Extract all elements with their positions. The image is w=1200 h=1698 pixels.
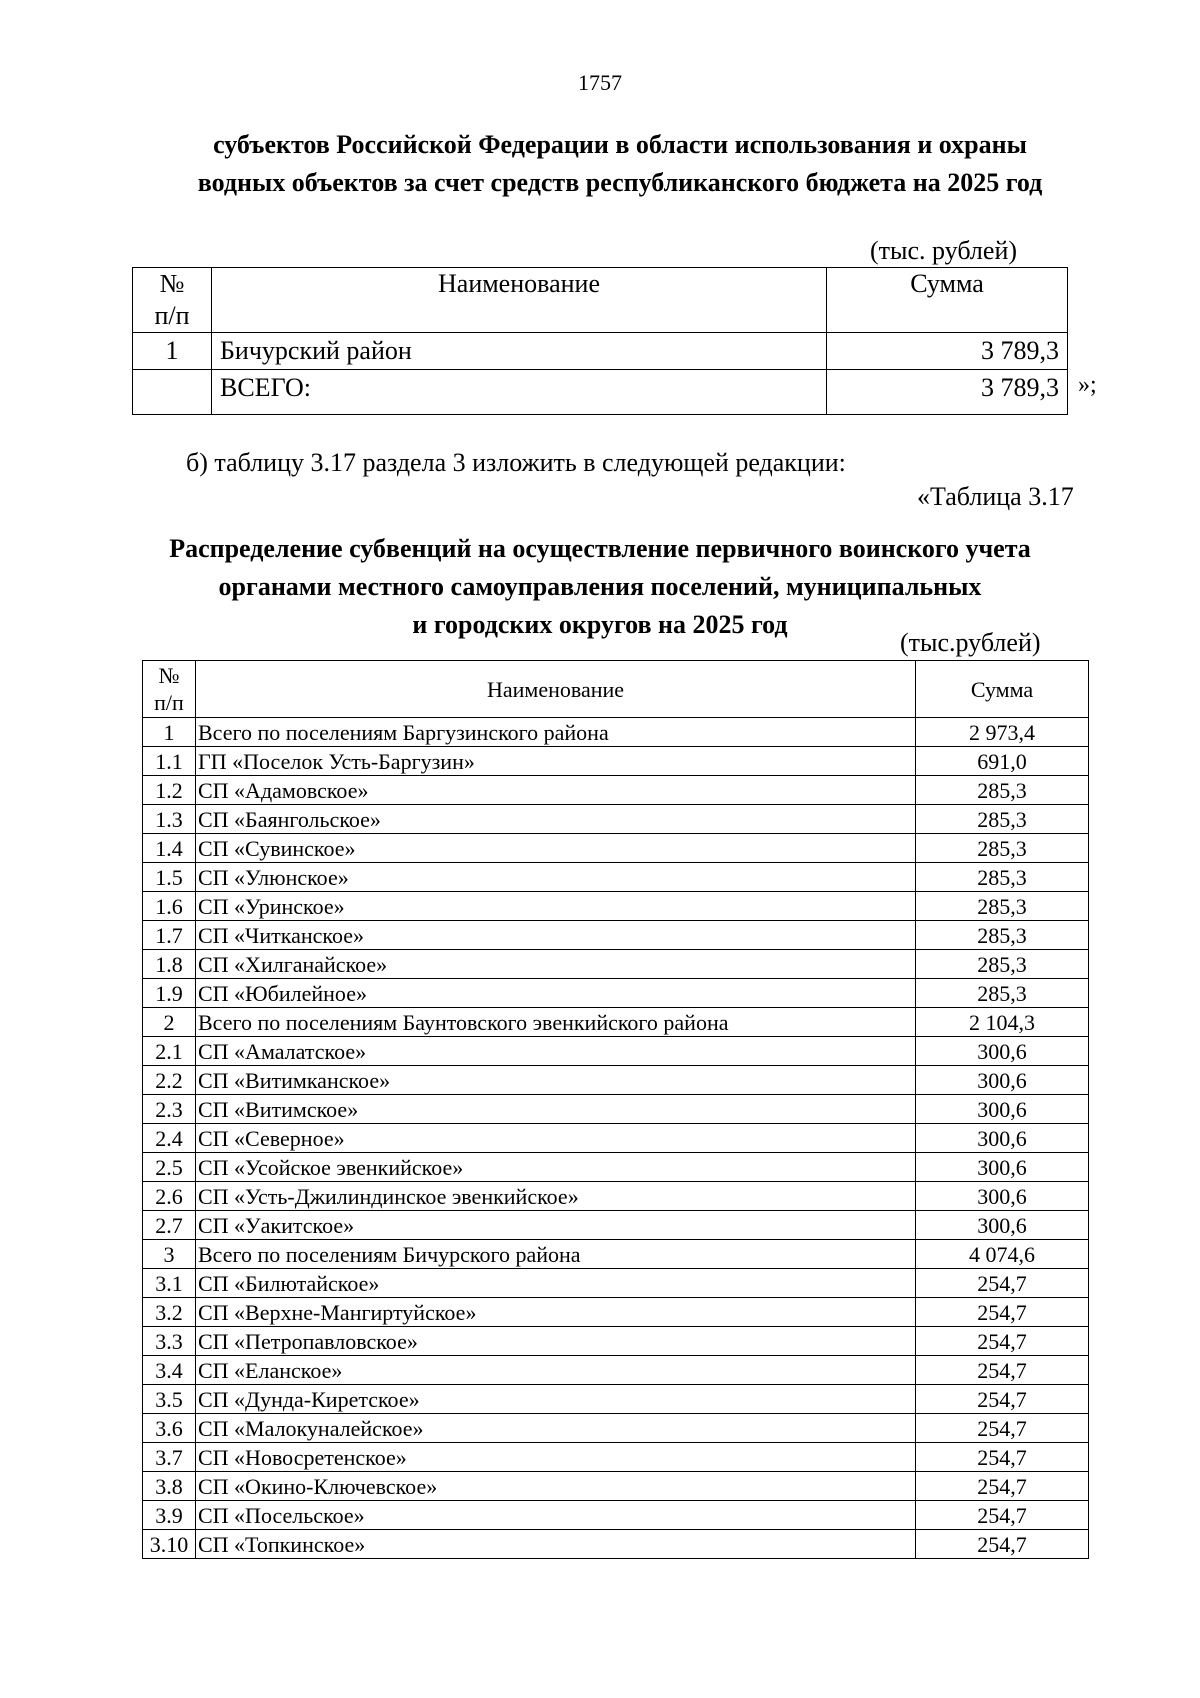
row-sum: 254,7	[916, 1269, 1089, 1298]
row-name: СП «Улюнское»	[196, 863, 916, 892]
row-name: СП «Дунда-Киретское»	[196, 1385, 916, 1414]
column-header-name: Наименование	[196, 661, 916, 718]
table-header-row	[143, 661, 1089, 718]
row-sum: 285,3	[916, 776, 1089, 805]
row-sum: 285,3	[916, 805, 1089, 834]
row-name: СП «Хилганайское»	[196, 950, 916, 979]
column-header-name: Наименование	[212, 268, 827, 333]
table-row	[143, 1443, 1089, 1472]
row-sum: 2 104,3	[916, 1008, 1089, 1037]
row-name: СП «Северное»	[196, 1124, 916, 1153]
table-header-row	[133, 268, 1068, 333]
row-sum: 300,6	[916, 1095, 1089, 1124]
row-name: СП «Адамовское»	[196, 776, 916, 805]
row-num: 3.6	[143, 1414, 196, 1443]
table-row	[143, 1327, 1089, 1356]
row-num: 3.3	[143, 1327, 196, 1356]
instruction-text: б) таблицу 3.17 раздела 3 изложить в следующей редакции:	[186, 448, 846, 477]
table-row	[143, 1153, 1089, 1182]
row-num: 1.9	[143, 979, 196, 1008]
row-num: 1	[143, 718, 196, 747]
row-sum: 4 074,6	[916, 1240, 1089, 1269]
table-row	[143, 1356, 1089, 1385]
table-row	[143, 1124, 1089, 1153]
table-row	[133, 333, 1068, 370]
row-name: Всего по поселениям Баргузинского района	[196, 718, 916, 747]
row-num: 1.5	[143, 863, 196, 892]
row-num: 3.1	[143, 1269, 196, 1298]
table-row	[143, 1414, 1089, 1443]
row-num: 1.1	[143, 747, 196, 776]
row-sum: 285,3	[916, 979, 1089, 1008]
row-num: 1.7	[143, 921, 196, 950]
row-sum: 254,7	[916, 1414, 1089, 1443]
heading-line: водных объектов за счет средств республиканского бюджета на 2025 год	[197, 168, 1043, 197]
table-reference: «Таблица 3.17	[917, 482, 1074, 511]
table-row	[143, 747, 1089, 776]
row-num: 1.4	[143, 834, 196, 863]
table-row	[143, 805, 1089, 834]
table-row	[143, 892, 1089, 921]
row-name: СП «Билютайское»	[196, 1269, 916, 1298]
row-num: 2.7	[143, 1211, 196, 1240]
row-name: СП «Уакитское»	[196, 1211, 916, 1240]
row-sum: 254,7	[916, 1298, 1089, 1327]
page-number: 1757	[578, 70, 622, 95]
table-row	[143, 1501, 1089, 1530]
row-name: СП «Верхне-Мангиртуйское»	[196, 1298, 916, 1327]
row-num: 3.4	[143, 1356, 196, 1385]
row-sum: 254,7	[916, 1356, 1089, 1385]
closing-quote: »;	[1078, 372, 1097, 398]
row-sum: 254,7	[916, 1327, 1089, 1356]
row-sum: 300,6	[916, 1211, 1089, 1240]
unit-label: (тыс.рублей)	[900, 628, 1041, 657]
table-row	[143, 1066, 1089, 1095]
row-num: 2.6	[143, 1182, 196, 1211]
column-header-num	[143, 661, 196, 718]
table-row	[143, 1240, 1089, 1269]
table-row	[143, 776, 1089, 805]
row-num: 3.10	[143, 1530, 196, 1559]
table-row	[143, 1530, 1089, 1559]
table-row	[143, 1472, 1089, 1501]
table-row	[143, 863, 1089, 892]
row-sum: 300,6	[916, 1153, 1089, 1182]
row-num: 3.9	[143, 1501, 196, 1530]
row-name: Всего по поселениям Баунтовского эвенкийского района	[196, 1008, 916, 1037]
table-row	[143, 979, 1089, 1008]
table-row	[143, 1269, 1089, 1298]
row-name: СП «Новосретенское»	[196, 1443, 916, 1472]
row-sum: 300,6	[916, 1066, 1089, 1095]
heading-line: субъектов Российской Федерации в области использования и охраны	[213, 130, 1027, 159]
table-row	[143, 834, 1089, 863]
table-row	[143, 1298, 1089, 1327]
unit-label: (тыс. рублей)	[870, 236, 1018, 265]
row-name: СП «Витимское»	[196, 1095, 916, 1124]
column-header-sum: Сумма	[827, 268, 1068, 333]
row-name: СП «Малокуналейское»	[196, 1414, 916, 1443]
row-sum: 285,3	[916, 921, 1089, 950]
row-sum: 254,7	[916, 1385, 1089, 1414]
heading-line: органами местного самоуправления поселений, муниципальных	[218, 572, 982, 601]
row-name: ГП «Поселок Усть-Баргузин»	[196, 747, 916, 776]
column-header-num	[133, 268, 212, 333]
row-sum: 300,6	[916, 1037, 1089, 1066]
row-name: СП «Усойское эвенкийское»	[196, 1153, 916, 1182]
row-name: СП «Окино-Ключевское»	[196, 1472, 916, 1501]
row-num: 2.1	[143, 1037, 196, 1066]
row-name: СП «Еланское»	[196, 1356, 916, 1385]
row-name: СП «Петропавловское»	[196, 1327, 916, 1356]
row-num: 3.7	[143, 1443, 196, 1472]
table-row	[143, 921, 1089, 950]
table-row	[143, 718, 1089, 747]
row-num: 1.8	[143, 950, 196, 979]
column-header-sum: Сумма	[916, 661, 1089, 718]
row-name: СП «Читканское»	[196, 921, 916, 950]
row-num: 3.2	[143, 1298, 196, 1327]
heading-line: и городских округов на 2025 год	[412, 610, 788, 639]
table-row	[143, 1095, 1089, 1124]
row-sum: 285,3	[916, 863, 1089, 892]
row-sum: 254,7	[916, 1472, 1089, 1501]
row-num: 2.4	[143, 1124, 196, 1153]
table-row	[143, 1211, 1089, 1240]
row-name: СП «Юбилейное»	[196, 979, 916, 1008]
row-name: СП «Усть-Джилиндинское эвенкийское»	[196, 1182, 916, 1211]
row-num: 1	[133, 333, 212, 370]
row-sum: 285,3	[916, 834, 1089, 863]
row-num: 2.2	[143, 1066, 196, 1095]
table-row	[143, 1008, 1089, 1037]
row-num: 1.3	[143, 805, 196, 834]
row-name: Бичурский район	[212, 333, 827, 370]
row-num: 2.5	[143, 1153, 196, 1182]
row-name: СП «Амалатское»	[196, 1037, 916, 1066]
table-row	[143, 1385, 1089, 1414]
table-row	[143, 1182, 1089, 1211]
row-sum: 254,7	[916, 1530, 1089, 1559]
row-num: 1.2	[143, 776, 196, 805]
row-sum: 3 789,3	[827, 370, 1068, 415]
row-name: СП «Уринское»	[196, 892, 916, 921]
row-sum: 691,0	[916, 747, 1089, 776]
row-sum: 285,3	[916, 950, 1089, 979]
row-name: Всего по поселениям Бичурского района	[196, 1240, 916, 1269]
row-num: 3.8	[143, 1472, 196, 1501]
row-num: 3	[143, 1240, 196, 1269]
row-num: 2.3	[143, 1095, 196, 1124]
row-name: ВСЕГО:	[212, 370, 827, 415]
row-num: 1.6	[143, 892, 196, 921]
row-num: 3.5	[143, 1385, 196, 1414]
column-header-num-label: № п/п	[154, 663, 184, 715]
row-name: СП «Баянгольское»	[196, 805, 916, 834]
row-sum: 2 973,4	[916, 718, 1089, 747]
column-header-num-label: № п/п	[154, 269, 190, 330]
heading-line: Распределение субвенций на осуществление первичного воинского учета	[169, 534, 1031, 563]
table-row	[143, 950, 1089, 979]
table-row	[143, 1037, 1089, 1066]
row-sum: 300,6	[916, 1124, 1089, 1153]
row-sum: 300,6	[916, 1182, 1089, 1211]
row-name: СП «Посельское»	[196, 1501, 916, 1530]
row-sum: 3 789,3	[827, 333, 1068, 370]
section-heading-water-objects	[140, 126, 1100, 202]
row-name: СП «Витимканское»	[196, 1066, 916, 1095]
section-heading-subventions	[100, 530, 1100, 644]
row-name: СП «Топкинское»	[196, 1530, 916, 1559]
row-sum: 285,3	[916, 892, 1089, 921]
table-total-row	[133, 370, 1068, 415]
row-sum: 254,7	[916, 1443, 1089, 1472]
subventions-table-body	[143, 661, 1089, 1559]
row-name: СП «Сувинское»	[196, 834, 916, 863]
row-num	[133, 370, 212, 415]
row-sum: 254,7	[916, 1501, 1089, 1530]
subventions-table	[142, 660, 1089, 1559]
water-objects-table	[132, 267, 1068, 415]
row-num: 2	[143, 1008, 196, 1037]
